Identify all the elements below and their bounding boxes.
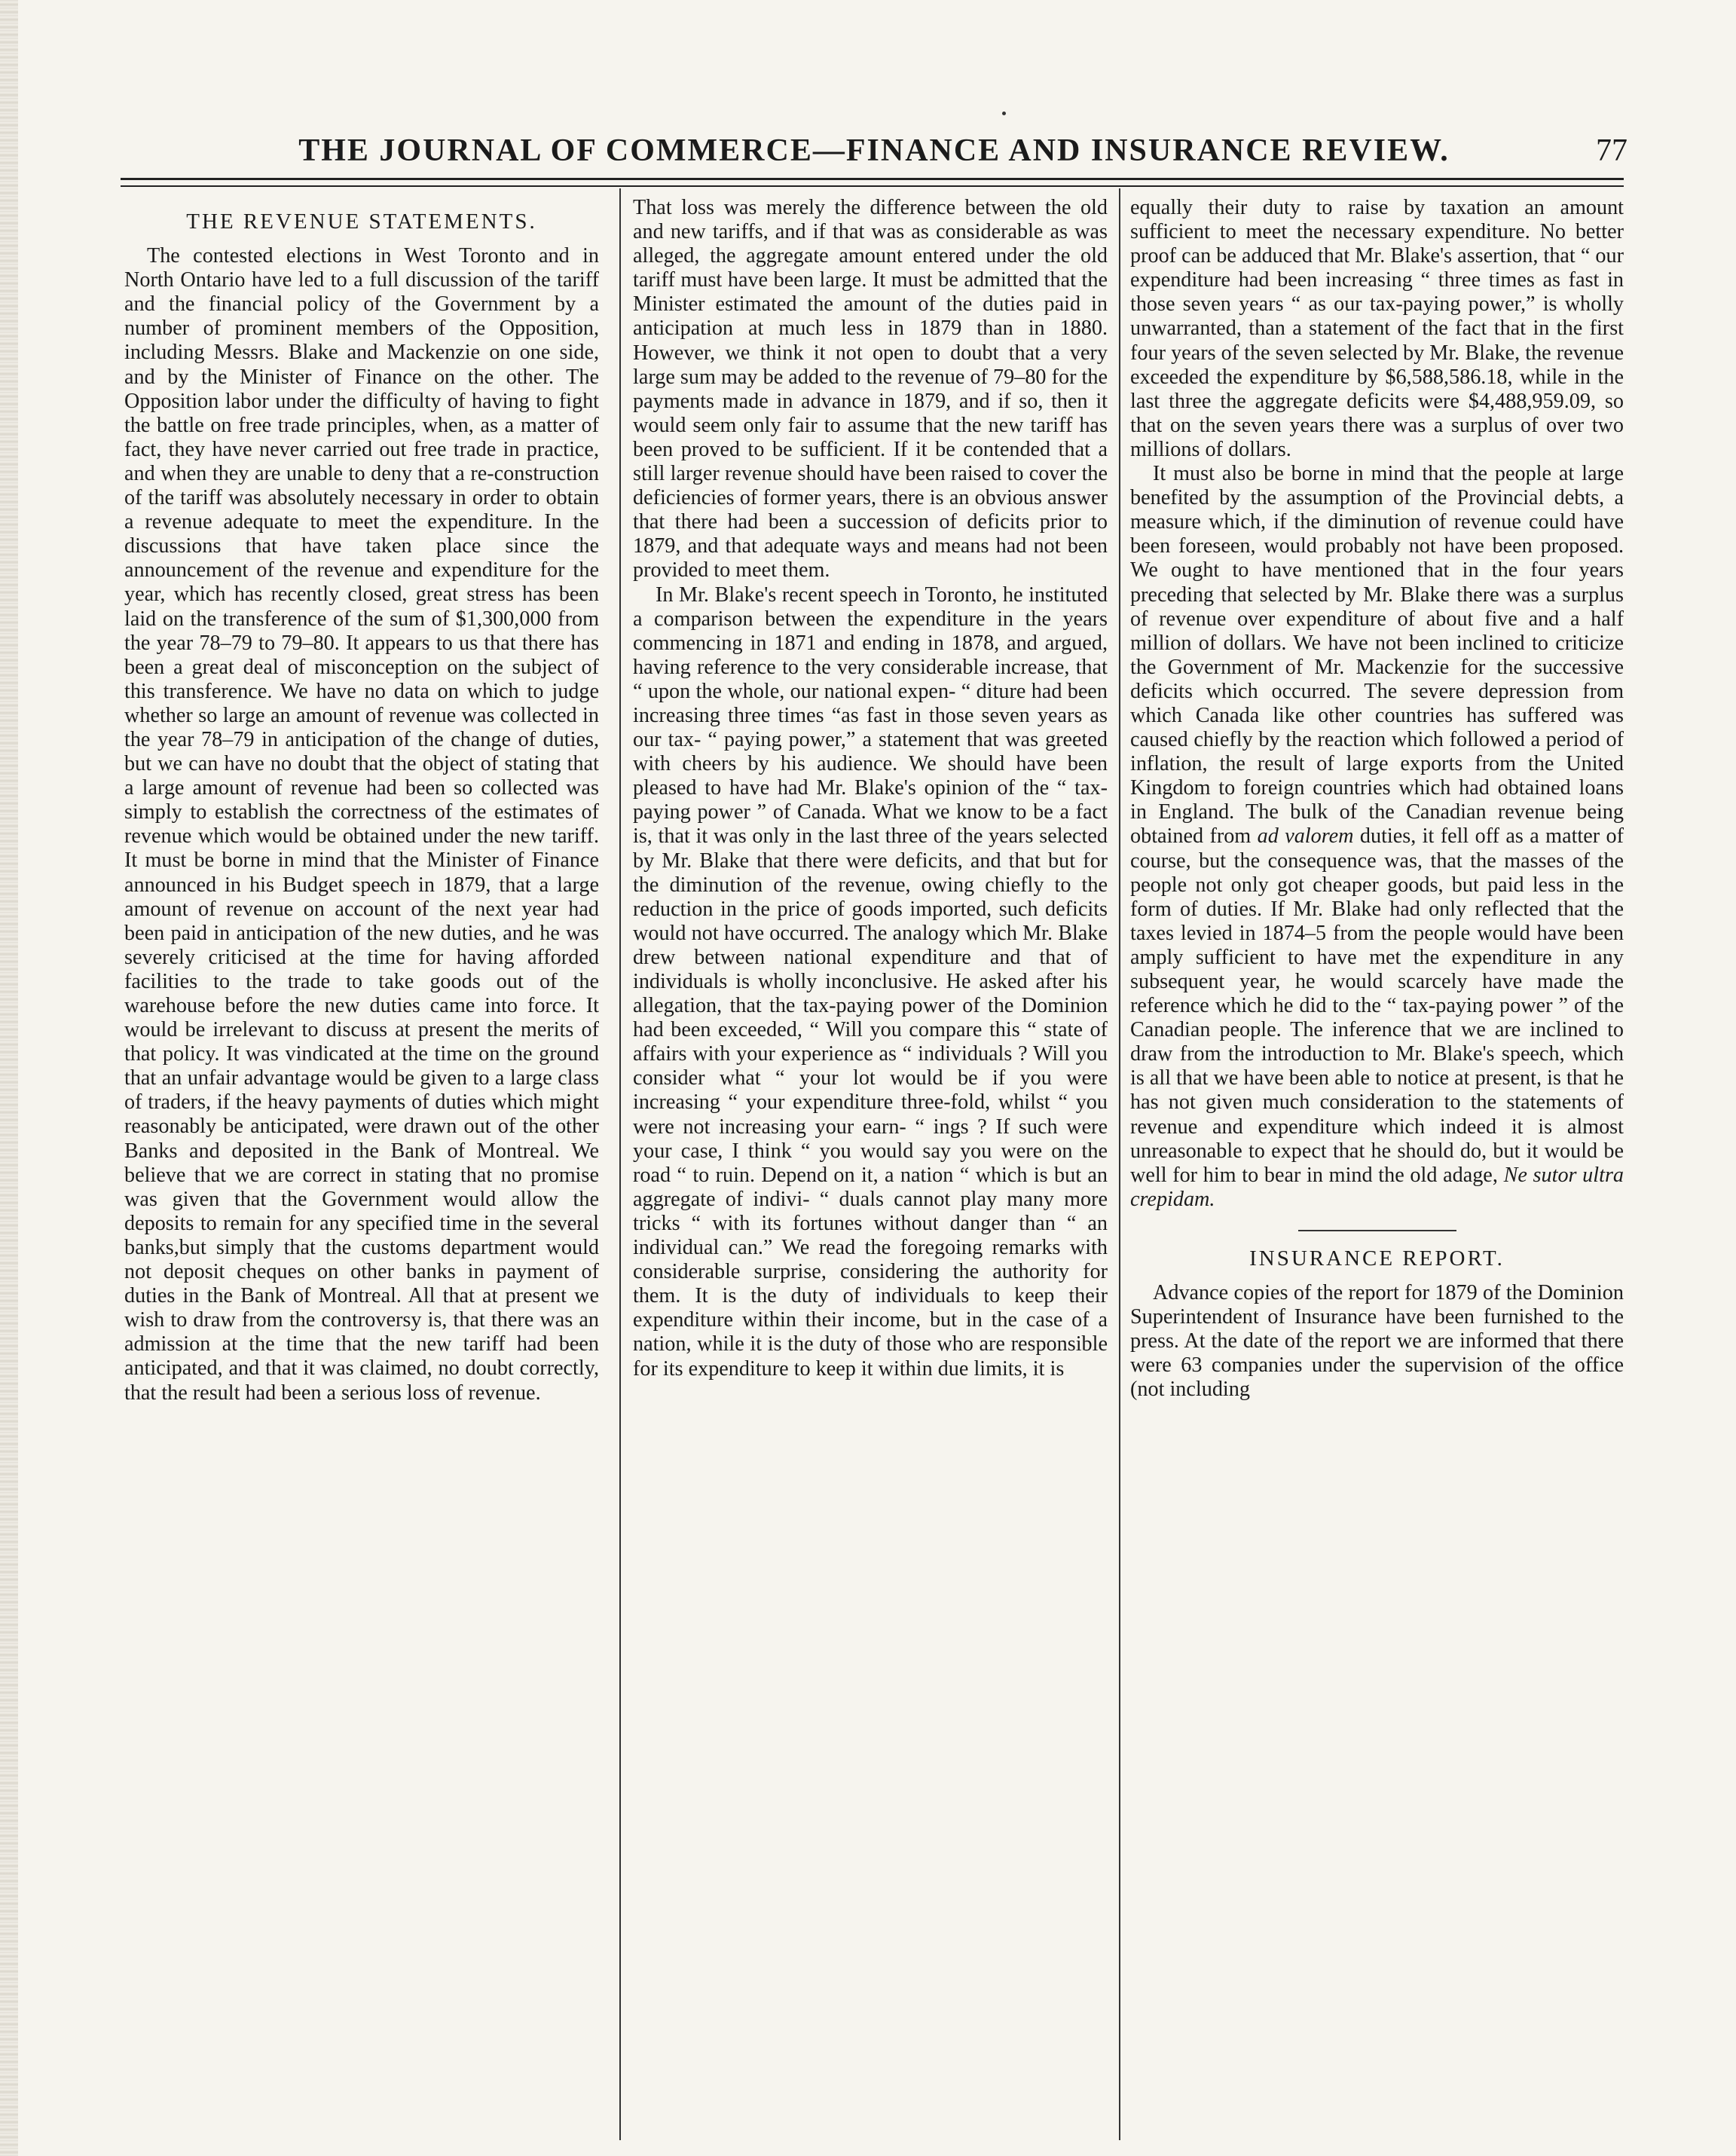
- journal-title: THE JOURNAL OF COMMERCE—FINANCE AND INSURANCE REVIEW.: [298, 133, 1450, 168]
- column-2: [633, 196, 1108, 2125]
- paragraph-text: duties, it fell off as a matter of course, but the consequence was, that the masses of the people not only got cheaper goods, but paid less in the form of duties. If Mr. Blake had only reflected that the taxes levied in 1874–5 from the people would have been amply sufficient to have met the expenditure in any subsequent year, he would scarcely have made the reference which he did to the “ tax-paying power ” of the Canadian people. The inference that we are inclined to draw from the introduction to Mr. Blake's speech, which is all that we have been able to notice at present, is that he has not given much consideration to the statements of revenue and expenditure which indeed it is almost unreasonable to expect that he should do, but it would be well for him to bear in mind the old adage,: [1130, 824, 1624, 1187]
- column-3: [1130, 196, 1624, 2125]
- page-header: [121, 128, 1628, 173]
- latin-phrase: ad valorem: [1257, 824, 1360, 849]
- scanned-margin-edge: [0, 0, 18, 2156]
- latin-adage: Ne sutor ultra crepidam.: [1130, 1163, 1624, 1211]
- column-divider-2: [1119, 188, 1120, 2140]
- article-heading-revenue: THE REVENUE STATEMENTS.: [186, 209, 537, 234]
- column-1: [124, 196, 599, 2125]
- header-rule-top: [121, 178, 1624, 180]
- header-rule-bottom: [121, 185, 1624, 187]
- article-paragraph: That loss was merely the difference between the old and new tariffs, and if that was as considerable as was alleged, the aggregate amount entered under the old tariff must have been large. It must be admitted that the Minister estimated the amount of the duties paid in anticipation at much less in 1879 than in 1880. However, we think it not open to doubt that a very large sum may be added to the revenue of 79–80 for the payments made in advance in 1879, and if so, then it would seem only fair to assume that the new tariff has been proved to be sufficient. If it be contended that a still larger revenue should have been raised to cover the deficiencies of former years, there is an obvious answer that there had been a succession of deficits prior to 1879, and that adequate ways and means had not been provided to meet them.: [633, 196, 1108, 583]
- article-heading-insurance: INSURANCE REPORT.: [1249, 1246, 1505, 1271]
- article-paragraph: In Mr. Blake's recent speech in Toronto, he instituted a comparison between the expenditure in the years commencing in 1871 and ending in 1878, and argued, having reference to the very considerable increase, that “ upon the whole, our national expen- “ diture had been increasing three times “as fast in those seven years as our tax- “ paying power,” a statement that was greeted with cheers by his audience. We should have been pleased to have had Mr. Blake's opinion of the “ tax-paying power ” of Canada. What we know to be a fact is, that it was only in the last three of the years selected by Mr. Blake that there were deficits, and that but for the diminution of the revenue, owing chiefly to the reduction in the price of goods imported, such deficits would not have occurred. The analogy which Mr. Blake drew between national expenditure and that of individuals is wholly inconclusive. He asked after his allegation, that the tax-paying power of the Dominion had been exceeded, “ Will you compare this “ state of affairs with your experience as “ individuals ? Will you consider what “ your lot would be if you were increasing “ your expenditure three-fold, whilst “ you were not increasing your earn- “ ings ? If such were your case, I think “ you would say you were on the road “ to ruin. Depend on it, a nation “ which is but an aggregate of indivi- “ duals cannot play many more tricks “ with its fortunes without danger than “ an individual can.” We read the foregoing remarks with considerable surprise, considering the authority for them. It is the duty of individuals to keep their expenditure within their income, but in the case of a nation, while it is the duty of those who are responsible for its expenditure to keep it within due limits, it is: [633, 583, 1108, 1381]
- page-number: 77: [1596, 133, 1628, 168]
- article-paragraph: Advance copies of the report for 1879 of the Dominion Superintendent of Insurance have been furnished to the press. At the date of the report we are informed that there were 63 companies under the supervision of the office (not including: [1130, 1281, 1624, 1402]
- paragraph-text: It must also be borne in mind that the people at large benefited by the assumption of the Provincial debts, a measure which, if the diminution of revenue could have been foreseen, would probably not have been proposed. We ought to have mentioned that in the four years preceding that selected by Mr. Blake there was a surplus of revenue over expenditure of about five and a half million of dollars. We have not been inclined to criticize the Government of Mr. Mackenzie for the successive deficits which occurred. The severe depression from which Canada like other countries has suffered was caused chiefly by the reaction which followed a period of inflation, the result of large exports from the United Kingdom to foreign countries which had obtained loans in England. The bulk of the Canadian revenue being obtained from: [1130, 462, 1624, 849]
- article-paragraph: The contested elections in West Toronto and in North Ontario have led to a full discussion of the tariff and the financial policy of the Government by a number of prominent members of the Opposition, including Messrs. Blake and Mackenzie on one side, and by the Minister of Finance on the other. The Opposition labor under the difficulty of having to fight the battle on free trade principles, when, as a matter of fact, they have never carried out free trade in practice, and when they are unable to deny that a re-construction of the tariff was absolutely necessary in order to obtain a revenue adequate to meet the expenditure. In the discussions that have taken place since the announcement of the revenue and expenditure for the year, which has recently closed, great stress has been laid on the transference of the sum of $1,300,000 from the year 78–79 to 79–80. It appears to us that there has been a great deal of misconception on the subject of this transference. We have no data on which to judge whether so large an amount of revenue was collected in the year 78–79 in anticipation of the change of duties, but we can have no doubt that the object of stating that a large amount of revenue had been so collected was simply to establish the correctness of the estimates of revenue which would be obtained under the new tariff. It must be borne in mind that the Minister of Finance announced in his Budget speech in 1879, that a large amount of revenue on account of the next year had been paid in anticipation of the new duties, and he was severely criticised at the time for having afforded facilities to the trade to take goods out of the warehouse before the new duties came into force. It would be irrelevant to discuss at present the merits of that policy. It was vindicated at the time on the ground that an unfair advantage would be given to a large class of traders, if the heavy payments of duties which might reasonably be anticipated, were drawn out of the other Banks and deposited in the Bank of Montreal. We believe that we are correct in stating that no promise was given that the Government would allow the deposits to remain for any specified time in the several banks,but simply that the customs department would not deposit cheques on other banks in payment of duties in the Bank of Montreal. All that at present we wish to draw from the controversy is, that there was an admission at the time that the new tariff had been anticipated, and that it was claimed, no doubt correctly, that the result had been a serious loss of revenue.: [124, 244, 599, 1405]
- article-paragraph: [1130, 462, 1624, 1212]
- print-speck: [1002, 112, 1006, 115]
- article-separator: [1298, 1230, 1456, 1231]
- article-paragraph: equally their duty to raise by taxation an amount sufficient to meet the necessary expenditure. No better proof can be adduced that Mr. Blake's assertion, that “ our expenditure had been increasing “ three times as fast in those seven years “ as our tax-paying power,” is wholly unwarranted, than a statement of the fact that in the first four years of the seven selected by Mr. Blake, the revenue exceeded the expenditure by $6,588,586.18, while in the last three the aggregate deficits were $4,488,959.09, so that on the seven years there was a surplus of over two millions of dollars.: [1130, 196, 1624, 461]
- column-divider-1: [619, 188, 621, 2140]
